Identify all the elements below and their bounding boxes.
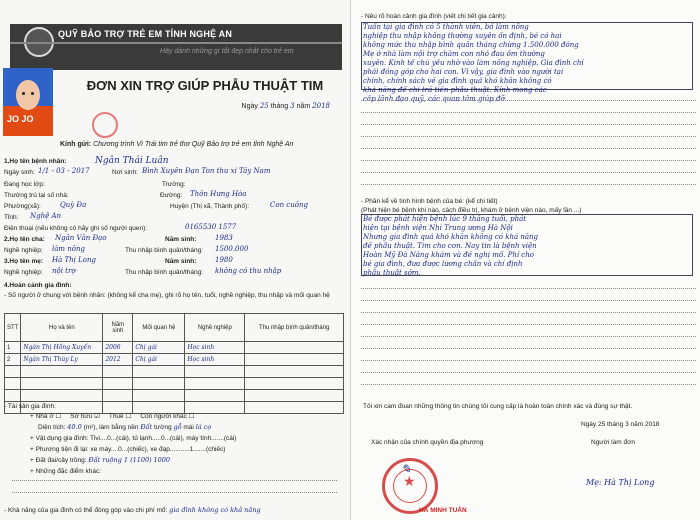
table-cell [21,366,103,378]
org-name: QUỸ BẢO TRỢ TRẺ EM TỈNH NGHỆ AN [58,29,233,39]
table-cell [133,378,185,390]
table-cell [21,378,103,390]
table-cell [185,390,245,402]
father-job: làm nông [52,245,85,253]
table-row [5,366,344,378]
table-cell: 1 [5,342,21,354]
table-row [5,390,344,402]
handwritten-line: phẫu thuật sớm. [363,269,421,277]
table-cell: Học sinh [185,354,245,366]
patient-dob: 1/1 - 03 - 2017 [38,167,90,175]
applicant-signature: Mẹ: Hà Thị Long [586,478,655,487]
family-table-header: Mối quan hệ [133,314,185,342]
table-cell: Học sinh [185,342,245,354]
rent-checkbox-icon: ☐ [125,413,132,420]
family-table-header: Nghề nghiệp [185,314,245,342]
child-photo [3,68,53,136]
form-date: Ngày 25 tháng 3 năm 2018 [241,102,330,110]
mother-job: nội trợ [52,267,76,275]
family-table [4,313,344,414]
phone: 0165530 1577 [185,223,237,231]
handwritten-line: Hoàn Mỹ Đà Nẵng khám và đề nghị mổ. Phí cho [363,251,534,259]
application-form-page-2 [350,0,700,520]
table-cell: Chị gái [133,354,185,366]
official-stamp-icon: ★ [382,458,438,514]
patient-birthplace: Bình Xuyên Đạn Ton thu xi Tây Nam [142,167,271,175]
table-cell [185,366,245,378]
handwritten-line: chính, chính sách về gia đình quá khó khăn không có [363,77,552,85]
relative-checkbox-icon: ☐ [188,413,195,420]
handwritten-line: để phẫu thuật. Tim cho con. Nay tin là bệnh viện [363,242,537,250]
table-row [5,378,344,390]
handwritten-line: xuyên. Kinh tế chủ yếu nhờ vào làm nông nghiệp. Gia đình chỉ [363,59,584,67]
father-income: 1500.000 [215,245,249,253]
table-cell [103,378,133,390]
handwritten-line: bé gia đình, đưa được lương chẩn và chỉ định [363,260,523,268]
applicant-label: Người làm đơn [591,439,635,446]
handwritten-line: Bé được phát hiện bệnh lúc 9 tháng tuổi, phát [363,215,527,223]
table-cell [5,366,21,378]
table-cell [245,354,344,366]
handwritten-line: Nhưng gia đình quá khó khăn không có khả năng [363,233,539,241]
ward: Quỳ Đa [60,201,87,209]
confirm-label: Xác nhận của chính quyền địa phương [371,439,484,446]
red-seal-icon [92,112,118,138]
org-slogan: Hãy dành những gì tốt đẹp nhất cho trẻ em [160,48,294,55]
table-cell [133,366,185,378]
table-cell: Ngân Thị Thúy Ly [21,354,103,366]
family-table-header: Thu nhập bình quân/tháng [245,314,344,342]
handwritten-line: phải đóng góp cho hai con. Vì vậy, gia đình vào người tại [363,68,564,76]
disease-label: - Phần kể về tình hình bệnh của bé: (kể chi tiết) [361,198,498,205]
table-cell: 2 [5,354,21,366]
recipient: Kính gửi: Chương trình Vì Trái tim trẻ thơ Quỹ Bảo trợ trẻ em tỉnh Nghệ An [60,141,294,148]
family-section-title: 4.Hoàn cảnh gia đình: [4,282,72,289]
table-cell [245,342,344,354]
handwritten-line: Mẹ ở nhà làm nội trợ chăm con nhỏ đau ốm thường [363,50,545,58]
family-note: - Số người ở chung với bệnh nhân: (không kể cha mẹ), ghi rõ họ tên, tuổi, nghề nghiệp, thu nhập và mối quan hệ [4,292,330,299]
table-cell [21,390,103,402]
sign-date: Ngày 25 tháng 3 năm 2018 [581,421,660,428]
form-title: ĐƠN XIN TRỢ GIÚP PHẪU THUẬT TIM [86,78,324,93]
mother-year: 1980 [215,256,233,264]
family-table-header: Họ và tên [21,314,103,342]
province: Nghệ An [30,212,62,220]
disease-note: (Phát hiện bé bệnh khi nào, cách điều trị, khám ở bệnh viện nào, mấy lần ...) [361,207,582,214]
family-table-header: Năm sinh [103,314,133,342]
mother-income: không có thu nhập [215,267,282,275]
circumstance-label: - Nêu rõ hoàn cảnh gia đình (viết chi tiết gia cảnh): [361,13,507,20]
official-name: HÀ MINH TUẤN [419,507,467,514]
street: Thôn Hưng Hòa [190,190,247,198]
commitment: Tôi xin cam đoan những thông tin chúng tôi cung cấp là hoàn toàn chính xác và đúng sự thật. [363,403,633,410]
table-cell: Ngân Thị Hồng Xuyến [21,342,103,354]
mother-name: Hà Thị Long [52,256,96,264]
family-table-header: STT [5,314,21,342]
father-year: 1983 [215,234,233,242]
table-cell [245,366,344,378]
header-banner [10,24,342,70]
table-cell [103,366,133,378]
table-cell [5,390,21,402]
own-checkbox-icon: ☑ [94,413,100,420]
table-cell [245,378,344,390]
table-cell [245,390,344,402]
shirt-print-icon: JO JO [7,114,34,124]
table-cell [103,390,133,402]
handwritten-line: hiện tại bệnh viện Nhi Trung ương Hà Nội [363,224,513,232]
handwritten-line: Tuấn tại gia đình có 5 thành viên, bố làm nông [363,23,529,31]
district: Con cuông [270,201,308,209]
handwritten-line: cấp lãnh đạo quỹ, các quan tâm giúp đỡ. [363,95,507,103]
table-row [5,354,344,366]
handwritten-line: không mức thu nhập bình quân tháng chừng 1.500.000 đồng [363,41,579,49]
table-cell: Chị gái [133,342,185,354]
table-cell: 2012 [103,354,133,366]
father-name: Ngân Văn Đạo [55,234,107,242]
application-form-page-1: QUỸ BẢO TRỢ TRẺ EM TỈNH NGHỆ AN Hãy dành những gì tốt đẹp nhất cho trẻ em JO JO ĐƠN XIN TRỢ GIÚP PHẪU THUẬT TIM Ngày 25 tháng 3 năm 2018 Kính gửi: Chương trình Vì Trái tim trẻ thơ Quỹ Bảo trợ trẻ em tỉnh Nghệ An 1.Họ tên bệnh nhân: Ngân Thái Luân Ngày sinh: 1/1 - 03 - 2017 Nơi sinh: Bình Xuyên Đạn Ton thu xi Tây Nam Đang học lớp: Trường: Thường trú tại số nhà: Đường: Thôn Hưng Hòa Phường(xã): Quỳ Đa Huyện (Thị xã, Thành phố): Con cuông Tỉnh: Nghệ An Điện thoại (nếu không có hãy ghi số người quen): 0165530 1577 2.Họ tên cha: Ngân Văn Đạo Năm sinh: 1983 Nghề nghiệp: làm nông Thu nhập bình quân/tháng: 1500.000 3.Họ tên mẹ: Hà Thị Long Năm sinh: 1980 Nghề nghiệp: nội trợ Thu nhập bình quân/tháng: không có thu nhập 4.Hoàn cảnh gia đình: - Số người ở chung với bệnh nhân: (không kể cha mẹ), ghi rõ họ tên, tuổi, nghề nghiệp, thu nhập và mối quan hệ STT Họ và tên Năm sinh Mối quan hệ Nghề nghiệp Thu nhập bình quân/tháng 1 Ngân Thị Hồng Xuyến 2006 Chị gái Học sinh 2 Ngân Thị Thúy Ly 2012 Chị gái Học sinh - Tài sản gia đình: + Nhà ở ☐ Sở hữu ☑ Thuê ☐ Con người khác ☐ Diện tích: 40.0 (m²), làm bằng nền Đất tường gỗ mái lá cọ + Vật dụng gia đình: Tivi....0...(cái), tủ lạnh.....0...(cái), máy tính.......(cái) + Phương tiện đi lại: xe máy....0...(chiếc), xe đạp...........1.......(chiếc) + Đất đai/cây trồng: Đất ruộng 1 (1100) 1000 + Những đặc điểm khác: - Khả năng của gia đình có thể đóng góp vào chi phí mổ: gia đình không có khả năng [0,0,350,520]
handwritten-line: khả năng để chi trả tiền phẫu thuật. Kính mong các [363,86,547,94]
patient-name: Ngân Thái Luân [95,156,169,166]
table-cell [185,378,245,390]
table-row [5,342,344,354]
patient-name-row: 1.Họ tên bệnh nhân: [4,158,67,165]
official-signature-icon: ✎ [401,462,412,476]
table-cell [133,390,185,402]
table-cell [5,378,21,390]
table-cell: 2006 [103,342,133,354]
handwritten-line: nghiệp thu nhập không thường xuyên ổn định, bé có hai [363,32,562,40]
house-checkbox-icon: ☐ [55,413,62,420]
